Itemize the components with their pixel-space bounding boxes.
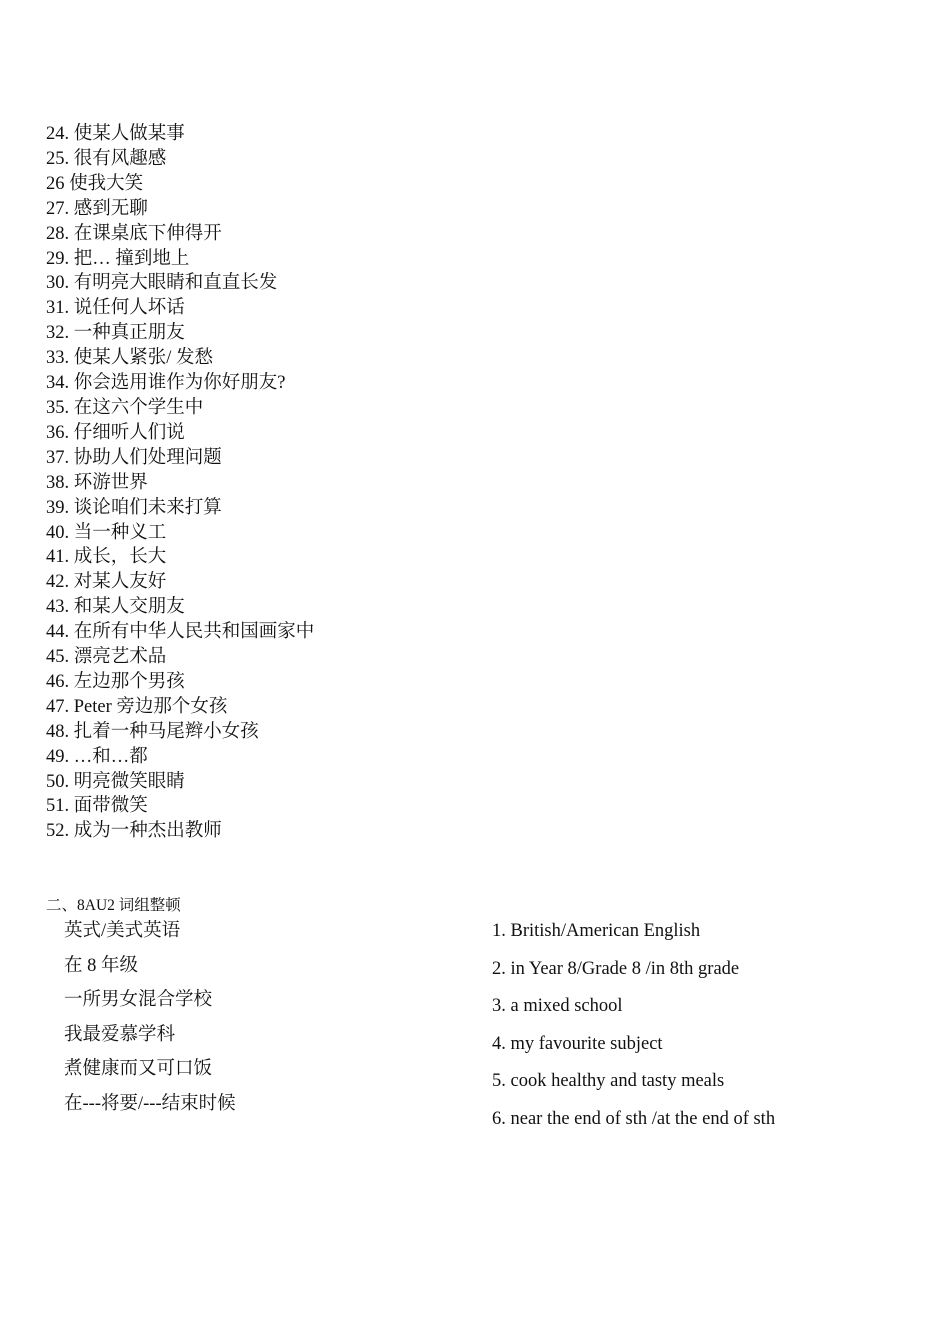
list-item: 26 使我大笑	[46, 173, 144, 194]
list-item: 52. 成为一种杰出教师	[46, 821, 222, 842]
list-item: 32. 一种真正朋友	[46, 323, 185, 344]
english-phrase: 2. in Year 8/Grade 8 /in 8th grade	[492, 958, 740, 979]
list-item: 43. 和某人交朋友	[46, 597, 185, 618]
list-item: 46. 左边那个男孩	[46, 671, 185, 692]
chinese-phrase: 英式/美式英语	[64, 921, 181, 941]
chinese-phrase: 煮健康而又可口饭	[64, 1059, 213, 1080]
list-item: 41. 成长，长大	[46, 547, 167, 568]
list-item: 35. 在这六个学生中	[46, 397, 204, 418]
list-item: 37. 协助人们处理问题	[46, 447, 222, 468]
list-item: 31. 说任何人坏话	[46, 298, 185, 319]
chinese-phrase: 一所男女混合学校	[64, 990, 213, 1011]
english-phrase: 5. cook healthy and tasty meals	[492, 1071, 725, 1092]
list-item: 45. 漂亮艺术品	[46, 647, 167, 668]
english-phrase: 1. British/American English	[492, 921, 701, 941]
english-phrase: 3. a mixed school	[492, 996, 623, 1017]
list-item: 49. …和…都	[46, 746, 148, 767]
english-phrase: 4. my favourite subject	[492, 1033, 663, 1054]
list-item: 36. 仔细听人们说	[46, 422, 185, 443]
list-item: 50. 明亮微笑眼睛	[46, 771, 185, 792]
list-item: 44. 在所有中华人民共和国画家中	[46, 622, 315, 643]
section-title: 二、8AU2 词组整顿	[46, 897, 181, 914]
list-item: 51. 面带微笑	[46, 796, 148, 817]
list-item: 33. 使某人紧张/ 发愁	[46, 348, 214, 369]
list-item: 39. 谈论咱们未来打算	[46, 497, 222, 518]
list-item: 24. 使某人做某事	[46, 124, 185, 144]
list-item: 29. 把… 撞到地上	[46, 248, 190, 269]
list-item: 38. 环游世界	[46, 472, 148, 493]
english-phrase: 6. near the end of sth /at the end of sth	[492, 1108, 776, 1129]
english-column	[492, 918, 775, 1144]
chinese-phrase: 在---将要/---结束时候	[64, 1093, 236, 1114]
list-item: 40. 当一种义工	[46, 522, 167, 543]
list-item: 48. 扎着一种马尾辫小女孩	[46, 721, 259, 742]
chinese-phrase: 在 8 年级	[64, 955, 139, 976]
list-item: 30. 有明亮大眼睛和直直长发	[46, 273, 278, 294]
list-item: 34. 你会选用谁作为你好朋友?	[46, 373, 286, 394]
list-item: 47. Peter 旁边那个女孩	[46, 696, 228, 717]
chinese-phrase: 我最爱慕学科	[64, 1024, 176, 1045]
list-item: 28. 在课桌底下伸得开	[46, 223, 222, 244]
list-item: 25. 很有风趣感	[46, 148, 167, 169]
list-item: 42. 对某人友好	[46, 572, 167, 593]
list-item: 27. 感到无聊	[46, 198, 148, 219]
phrase-list	[46, 122, 314, 844]
chinese-column	[64, 918, 236, 1126]
